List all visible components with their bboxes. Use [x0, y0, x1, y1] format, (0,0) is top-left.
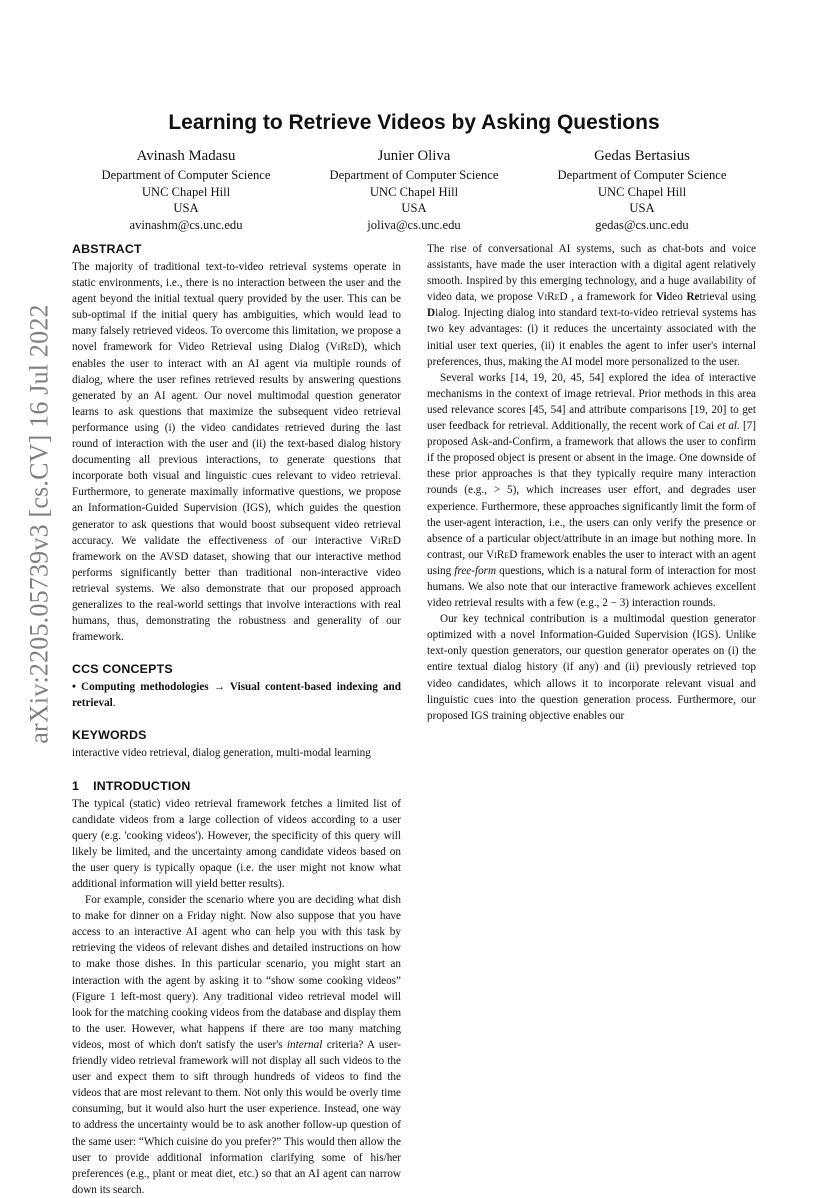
- author-department: Department of Computer Science: [329, 168, 499, 182]
- intro-paragraph-2: For example, consider the scenario where you are deciding what dish to make for dinner on a Friday night. Now also suppose that you have access to an interactive AI agent who can help you with this task by retrieving the videos of relevant dishes and detailed instructions on how to make those dishes. In this particular scenario, you might start an interaction with the agent by asking it to “show some cooking videos” (Figure 1 left-most query). Any traditional video retrieval model will look for the matching cooking videos from the database and display them to the user. However, what happens if there are too many matching videos, most of which don't satisfy the user's internal criteria? A user-friendly video retrieval framework will not display all such videos to the user and expect them to sift through hundreds of videos to find the videos that are most relevant to them. Not only this would be overly time consuming, but it would also hurt the user experience. Instead, one way to address the uncertainty would be to ask another follow-up question of the same user: “Which cuisine do you prefer?” This would then allow the user to provide additional information clarifying some of his/her preferences (e.g., plant or meat diet, etc.) so that an AI agent can narrow down its search.: [72, 894, 402, 1196]
- author-university: UNC Chapel Hill: [597, 184, 687, 199]
- right-column: [427, 241, 756, 724]
- keywords-text: interactive video retrieval, dialog generation, multi-modal learning: [72, 747, 371, 760]
- keywords-heading: KEYWORDS: [72, 728, 147, 743]
- author-email: avinashm@cs.unc.edu: [129, 217, 243, 232]
- author-university: UNC Chapel Hill: [369, 184, 459, 199]
- author-country: USA: [173, 201, 199, 215]
- author-email: joliva@cs.unc.edu: [367, 217, 461, 232]
- intro-paragraph-5: Our key technical contribution is a multimodal question generator optimized with a novel Information-Guided Supervision (IGS). Unlike text-only question generators, our question generator operates on (i) the entire textual dialog history (if any) and (ii) previously retrieved top video candidates, which allows it to incorporate relevant visual and linguistic cues into the question generation process. Furthermore, our proposed IGS training objective enables our: [427, 613, 756, 722]
- author-3: [528, 147, 756, 233]
- intro-paragraph-1: The typical (static) video retrieval framework fetches a limited list of candidate videos from a large collection of videos according to a user query (e.g. 'cooking videos'). However, the specificity of this query will likely be limited, and the uncertainty among candidate videos based on the user query is typically opaque (i.e. the user might not know what additional information will yield better results).: [72, 797, 401, 890]
- author-department: Department of Computer Science: [557, 168, 727, 182]
- author-1: [72, 147, 300, 233]
- author-name: Avinash Madasu: [136, 148, 236, 164]
- intro-paragraph-3: The rise of conversational AI systems, such as chat-bots and voice assistants, have made the user interaction with a digital agent relatively smooth. Inspired by this emerging technology, and a huge availability of video data, we propose ViReD , a framework for Video Retrieval using Dialog. Injecting dialog into standard text-to-video retrieval systems has two key advantages: (i) it reduces the uncertainty associated with the initial user text queries, (ii) it enables the agent to infer user's internal preferences, thus, making the AI model more personalized to the user.: [427, 243, 757, 368]
- left-column: [72, 241, 401, 1198]
- ccs-text: • Computing methodologies → Visual content-based indexing and retrieval.: [72, 681, 401, 710]
- author-university: UNC Chapel Hill: [141, 184, 231, 199]
- arxiv-identifier: arXiv:2205.05739v3 [cs.CV] 16 Jul 2022: [25, 304, 54, 744]
- author-block: [72, 147, 756, 233]
- introduction-heading: 1 INTRODUCTION: [72, 778, 191, 793]
- author-country: USA: [629, 201, 655, 215]
- author-country: USA: [401, 201, 427, 215]
- abstract-heading: ABSTRACT: [72, 242, 142, 256]
- author-email: gedas@cs.unc.edu: [595, 217, 689, 232]
- author-department: Department of Computer Science: [101, 168, 271, 182]
- ccs-heading: CCS CONCEPTS: [72, 662, 173, 677]
- abstract-text: The majority of traditional text-to-video retrieval systems operate in static environments, i.e., there is no interaction between the user and the agent beyond the initial textual query provided by the user. This can be sub-optimal if the initial query has ambiguities, which would lead to many falsely retrieved videos. To overcome this limitation, we propose a novel framework for Video Retrieval using Dialog (ViReD), which enables the user to interact with an AI agent via multiple rounds of dialog, where the user refines retrieved results by answering questions generated by an AI agent. Our novel multimodal question generator learns to ask questions that maximize the subsequent video retrieval performance using (i) the video candidates retrieved during the last round of interaction with the user and (ii) the text-based dialog history documenting all previous interactions, to generate questions that incorporate both visual and linguistic cues relevant to video retrieval. Furthermore, to generate maximally informative questions, we propose an Information-Guided Supervision (IGS), which guides the question generator to ask questions that would boost subsequent video retrieval accuracy. We validate the effectiveness of our interactive ViReD framework on the AVSD dataset, showing that our interactive method performs significantly better than traditional non-interactive video retrieval systems. We also demonstrate that our proposed approach generalizes to the real-world settings that involve interactions with real humans, thus, demonstrating the robustness and generality of our framework.: [72, 261, 401, 644]
- paper-title: Learning to Retrieve Videos by Asking Questions: [168, 111, 660, 134]
- author-name: Junier Oliva: [377, 148, 451, 164]
- intro-paragraph-4: Several works [14, 19, 20, 45, 54] explored the idea of interactive mechanisms in the context of image retrieval. Prior methods in this area used relevance scores [45, 54] and attribute comparisons [19, 20] to get user feedback for retrieval. Additionally, the recent work of Cai et al. [7] proposed Ask-and-Confirm, a framework that allows the user to confirm if the proposed object is present or absent in the image. One downside of these prior approaches is that they typically require many interaction rounds (e.g., > 5), which increases user effort, and degrades user experience. Furthermore, these approaches significantly limit the form of the user-agent interaction, i.e., the users can only verify the presence or absence of a particular object/attribute in an image but nothing more. In contrast, our ViReD framework enables the user to interact with an agent using free-form questions, which is a natural form of interaction for most humans. We also note that our interactive framework achieves excellent video retrieval results with a few (e.g., 2 − 3) interaction rounds.: [427, 371, 757, 610]
- author-2: [300, 147, 528, 233]
- author-name: Gedas Bertasius: [594, 148, 690, 164]
